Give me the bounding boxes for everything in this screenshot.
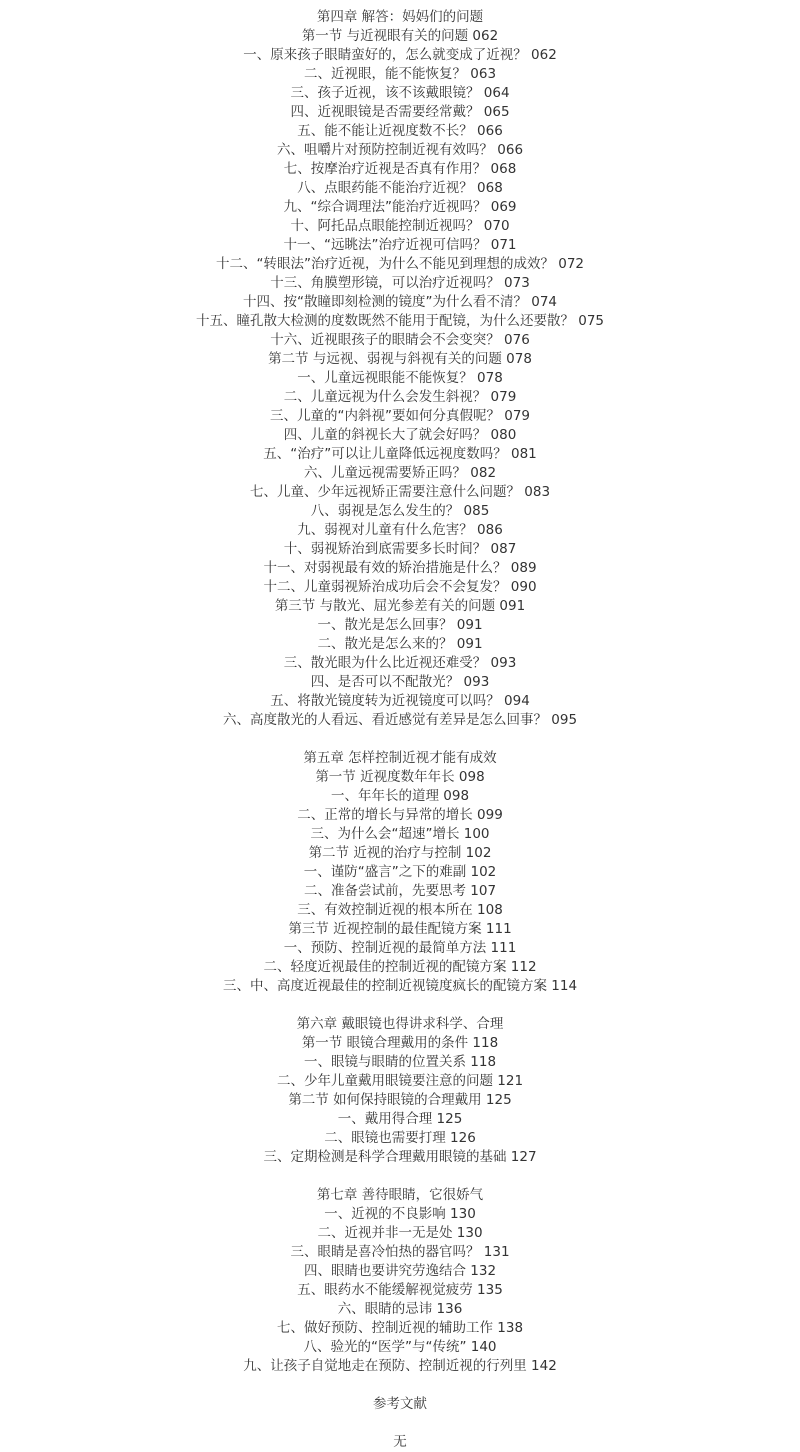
- toc-entry: 十六、近视眼孩子的眼睛会不会变突？ 076: [270, 332, 530, 348]
- toc-entry: 五、“治疗”可以让儿童降低远视度数吗？ 081: [263, 446, 537, 462]
- toc-entry: 二、儿童远视为什么会发生斜视？ 079: [283, 389, 517, 405]
- toc-entry: 一、儿童远视眼能不能恢复？ 078: [297, 370, 503, 386]
- toc-entry: 五、将散光镜度转为近视镜度可以吗？ 094: [270, 693, 530, 709]
- toc-entry: 十一、“远眺法”治疗近视可信吗？ 071: [283, 237, 517, 253]
- chapter-block: [0, 1186, 800, 1376]
- toc-entry: 八、弱视是怎么发生的？ 085: [310, 503, 490, 519]
- toc-entry: 十、弱视矫治到底需要多长时间？ 087: [283, 541, 517, 557]
- chapter-title: 第六章 戴眼镜也得讲求科学、合理: [296, 1016, 504, 1032]
- toc-entry: 十、阿托品点眼能控制近视吗？ 070: [290, 218, 510, 234]
- toc-entry: 九、“综合调理法”能治疗近视吗？ 069: [283, 199, 517, 215]
- references-body: 无: [393, 1434, 407, 1450]
- references-title: 参考文献: [373, 1396, 427, 1412]
- toc-entry: 二、轻度近视最佳的控制近视的配镜方案 112: [263, 959, 537, 975]
- toc-entry: 二、少年儿童戴用眼镜要注意的问题 121: [276, 1073, 524, 1089]
- toc-entry: 九、弱视对儿童有什么危害？ 086: [297, 522, 503, 538]
- toc-entry: 二、散光是怎么来的？ 091: [317, 636, 483, 652]
- toc-entry: 第二节 近视的治疗与控制 102: [308, 845, 492, 861]
- toc-entry: 三、儿童的“内斜视”要如何分真假呢？ 079: [269, 408, 531, 424]
- toc-entry: 二、眼镜也需要打理 126: [324, 1130, 476, 1146]
- toc-entry: 三、有效控制近视的根本所在 108: [297, 902, 503, 918]
- toc-entry: 十二、儿童弱视矫治成功后会不会复发？ 090: [263, 579, 537, 595]
- chapter-title: 第四章 解答：妈妈们的问题: [316, 9, 484, 25]
- section-gap: [0, 996, 800, 1015]
- toc-entry: 四、眼睛也要讲究劳逸结合 132: [303, 1263, 497, 1279]
- toc-entry: 六、咀嚼片对预防控制近视有效吗？ 066: [276, 142, 524, 158]
- toc-entry: 八、验光的“医学”与“传统” 140: [303, 1339, 497, 1355]
- toc-entry: 十三、角膜塑形镜，可以治疗近视吗？ 073: [270, 275, 530, 291]
- toc-entry: 九、让孩子自觉地走在预防、控制近视的行列里 142: [243, 1358, 557, 1374]
- toc-entry: 第一节 与近视眼有关的问题 062: [301, 28, 499, 44]
- chapter-block: [0, 749, 800, 996]
- toc-entry: 一、谨防“盛言”之下的难副 102: [303, 864, 497, 880]
- toc-entry: 七、儿童、少年远视矫正需要注意什么问题？ 083: [249, 484, 551, 500]
- section-gap: [0, 1167, 800, 1186]
- toc-entry: 四、儿童的斜视长大了就会好吗？ 080: [283, 427, 517, 443]
- toc-entry: 十一、对弱视最有效的矫治措施是什么？ 089: [263, 560, 537, 576]
- chapter-block: [0, 8, 800, 730]
- toc-entry: 一、近视的不良影响 130: [324, 1206, 476, 1222]
- toc-entry: 第二节 如何保持眼镜的合理戴用 125: [288, 1092, 512, 1108]
- toc-entry: 一、戴用得合理 125: [337, 1111, 463, 1127]
- toc-entry: 五、眼药水不能缓解视觉疲劳 135: [297, 1282, 503, 1298]
- section-gap: [0, 1376, 800, 1395]
- toc-entry: 三、定期检测是科学合理戴用眼镜的基础 127: [263, 1149, 537, 1165]
- toc-entry: 十五、瞳孔散大检测的度数既然不能用于配镜，为什么还要散？ 075: [195, 313, 605, 329]
- chapter-block: [0, 1015, 800, 1167]
- toc-entry: 一、年年长的道理 098: [330, 788, 470, 804]
- section-gap: [0, 1414, 800, 1433]
- toc-entry: 七、按摩治疗近视是否真有作用？ 068: [283, 161, 517, 177]
- toc-entry: 一、原来孩子眼睛蛮好的，怎么就变成了近视？ 062: [243, 47, 557, 63]
- toc-entry: 三、中、高度近视最佳的控制近视镜度疯长的配镜方案 114: [222, 978, 578, 994]
- toc-entry: 六、高度散光的人看远、看近感觉有差异是怎么回事？ 095: [222, 712, 578, 728]
- toc-entry: 三、散光眼为什么比近视还难受？ 093: [283, 655, 517, 671]
- toc-entry: 第二节 与远视、弱视与斜视有关的问题 078: [268, 351, 532, 367]
- toc-entry: 八、点眼药能不能治疗近视？ 068: [297, 180, 503, 196]
- toc-entry: 十二、“转眼法”治疗近视，为什么不能见到理想的成效？ 072: [215, 256, 585, 272]
- toc-entry: 五、能不能让近视度数不长？ 066: [297, 123, 503, 139]
- toc-entry: 第三节 近视控制的最佳配镜方案 111: [288, 921, 512, 937]
- toc-entry: 第一节 近视度数年年长 098: [315, 769, 485, 785]
- toc-entry: 十四、按“散瞳即刻检测的镜度”为什么看不清？ 074: [242, 294, 558, 310]
- toc-entry: 四、近视眼镜是否需要经常戴？ 065: [290, 104, 510, 120]
- toc-entry: 二、正常的增长与异常的增长 099: [297, 807, 503, 823]
- toc-entry: 一、眼镜与眼睛的位置关系 118: [303, 1054, 497, 1070]
- toc-entry: 七、做好预防、控制近视的辅助工作 138: [276, 1320, 524, 1336]
- toc-entry: 六、眼睛的忌讳 136: [337, 1301, 463, 1317]
- toc-entry: 第一节 眼镜合理戴用的条件 118: [301, 1035, 499, 1051]
- chapter-title: 第七章 善待眼睛，它很娇气: [316, 1187, 484, 1203]
- toc-entry: 四、是否可以不配散光？ 093: [310, 674, 490, 690]
- toc-entry: 第三节 与散光、屈光参差有关的问题 091: [274, 598, 526, 614]
- toc-entry: 二、准备尝试前，先要思考 107: [303, 883, 497, 899]
- section-gap: [0, 730, 800, 749]
- toc-entry: 三、为什么会“超速”增长 100: [310, 826, 490, 842]
- toc-entry: 三、眼睛是喜冷怕热的器官吗？ 131: [290, 1244, 510, 1260]
- toc-entry: 一、预防、控制近视的最简单方法 111: [283, 940, 517, 956]
- toc-entry: 二、近视并非一无是处 130: [317, 1225, 483, 1241]
- toc-entry: 一、散光是怎么回事？ 091: [317, 617, 483, 633]
- toc-entry: 六、儿童远视需要矫正吗？ 082: [303, 465, 497, 481]
- toc-entry: 二、近视眼，能不能恢复？ 063: [303, 66, 497, 82]
- toc-entry: 三、孩子近视，该不该戴眼镜？ 064: [290, 85, 510, 101]
- chapter-title: 第五章 怎样控制近视才能有成效: [303, 750, 497, 766]
